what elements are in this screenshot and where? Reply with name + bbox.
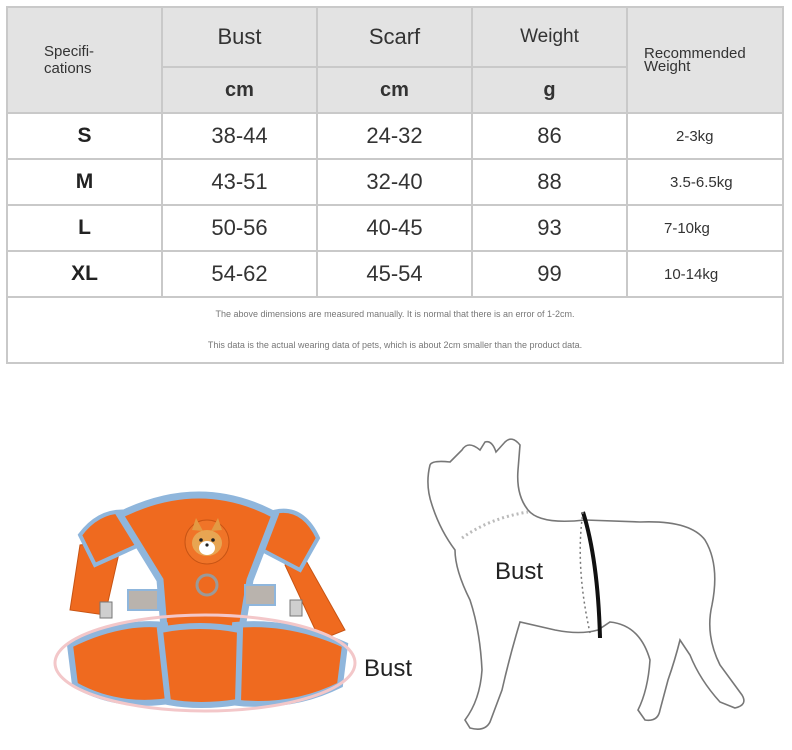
size-cell: S bbox=[7, 113, 162, 159]
weight-cell: 88 bbox=[472, 159, 627, 205]
recommended-cell: 3.5-6.5kg bbox=[627, 159, 783, 205]
bust-cell: 43-51 bbox=[162, 159, 317, 205]
scarf-unit: cm bbox=[317, 67, 472, 113]
weight-cell: 86 bbox=[472, 113, 627, 159]
harness-image bbox=[55, 495, 355, 711]
bust-header: Bust bbox=[162, 7, 317, 67]
table-row bbox=[7, 251, 783, 297]
size-cell: M bbox=[7, 159, 162, 205]
measurement-note: The above dimensions are measured manually. It is normal that there is an error of 1-2cm. bbox=[215, 309, 575, 319]
table-row bbox=[7, 205, 783, 251]
recommended-cell: 7-10kg bbox=[627, 205, 783, 251]
dog-bust-label: Bust bbox=[495, 558, 544, 585]
weight-cell: 99 bbox=[472, 251, 627, 297]
bust-cell: 38-44 bbox=[162, 113, 317, 159]
recommended-weight-header bbox=[627, 7, 783, 113]
size-chart-table bbox=[6, 6, 784, 364]
scarf-cell: 24-32 bbox=[317, 113, 472, 159]
recommended-cell: 2-3kg bbox=[627, 113, 783, 159]
spec-label-line1: Specifi- bbox=[44, 43, 95, 60]
size-cell: L bbox=[7, 205, 162, 251]
scarf-header: Scarf bbox=[317, 7, 472, 67]
scarf-cell: 32-40 bbox=[317, 159, 472, 205]
dog-outline-image bbox=[428, 439, 744, 729]
scarf-cell: 45-54 bbox=[317, 251, 472, 297]
spec-label-line2: cations bbox=[44, 60, 92, 77]
weight-header: Weight bbox=[472, 7, 627, 67]
wearing-data-note: This data is the actual wearing data of pets, which is about 2cm smaller than the product data. bbox=[207, 340, 583, 350]
weight-unit: g bbox=[472, 67, 627, 113]
weight-cell: 93 bbox=[472, 205, 627, 251]
recommended-label-line2: Weight bbox=[644, 58, 691, 75]
table-row bbox=[7, 159, 783, 205]
notes-row bbox=[7, 297, 783, 363]
notes-cell bbox=[7, 297, 783, 363]
bust-unit: cm bbox=[162, 67, 317, 113]
illustration bbox=[0, 390, 792, 750]
bust-cell: 54-62 bbox=[162, 251, 317, 297]
size-cell: XL bbox=[7, 251, 162, 297]
table-row bbox=[7, 113, 783, 159]
recommended-cell: 10-14kg bbox=[627, 251, 783, 297]
harness-bust-label: Bust bbox=[364, 655, 413, 682]
header-row bbox=[7, 7, 783, 67]
bust-cell: 50-56 bbox=[162, 205, 317, 251]
scarf-cell: 40-45 bbox=[317, 205, 472, 251]
specifications-header bbox=[7, 7, 162, 113]
recommended-label-line1: Recommended bbox=[644, 45, 746, 62]
